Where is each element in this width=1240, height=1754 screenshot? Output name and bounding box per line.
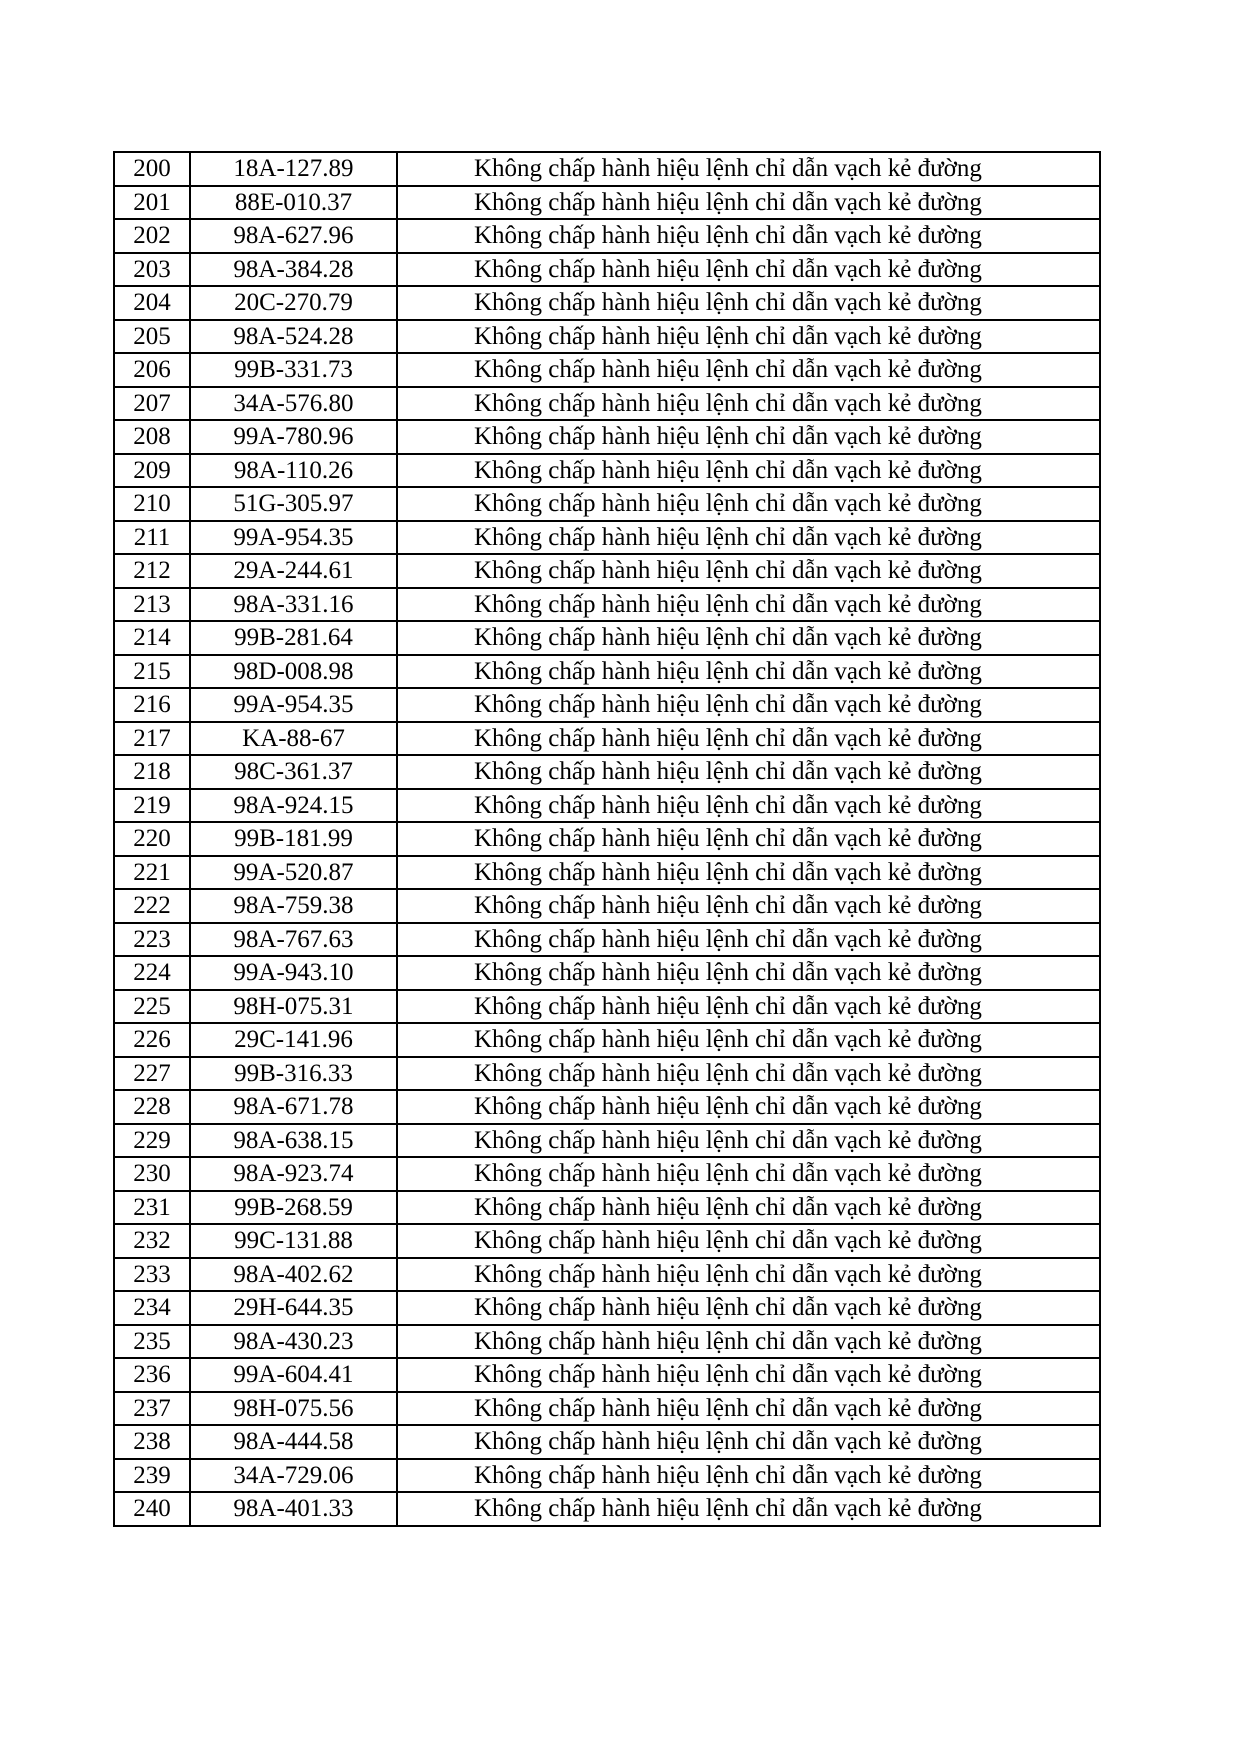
row-number-cell: 220 [114,822,190,856]
row-number-cell: 221 [114,856,190,890]
license-plate-cell: 51G-305.97 [190,487,397,521]
violation-cell: Không chấp hành hiệu lệnh chỉ dẫn vạch kẻ đường [397,655,1100,689]
row-number-cell: 208 [114,420,190,454]
row-number-cell: 200 [114,152,190,186]
violations-table [113,151,1101,1527]
table-row [114,755,1100,789]
violation-cell: Không chấp hành hiệu lệnh chỉ dẫn vạch kẻ đường [397,420,1100,454]
table-row [114,420,1100,454]
table-row [114,822,1100,856]
table-row [114,454,1100,488]
license-plate-cell: 98A-767.63 [190,923,397,957]
row-number-cell: 211 [114,521,190,555]
license-plate-cell: 98H-075.56 [190,1392,397,1426]
table-row [114,286,1100,320]
table-row [114,554,1100,588]
violation-cell: Không chấp hành hiệu lệnh chỉ dẫn vạch kẻ đường [397,956,1100,990]
table-row [114,1224,1100,1258]
violation-cell: Không chấp hành hiệu lệnh chỉ dẫn vạch kẻ đường [397,923,1100,957]
violation-cell: Không chấp hành hiệu lệnh chỉ dẫn vạch kẻ đường [397,1392,1100,1426]
license-plate-cell: 99B-316.33 [190,1057,397,1091]
violation-cell: Không chấp hành hiệu lệnh chỉ dẫn vạch kẻ đường [397,219,1100,253]
table-row [114,487,1100,521]
table-row [114,387,1100,421]
row-number-cell: 207 [114,387,190,421]
table-row [114,1157,1100,1191]
row-number-cell: 239 [114,1459,190,1493]
license-plate-cell: 98D-008.98 [190,655,397,689]
row-number-cell: 238 [114,1425,190,1459]
license-plate-cell: 98A-638.15 [190,1124,397,1158]
table-row [114,588,1100,622]
table-row [114,219,1100,253]
license-plate-cell: 98A-627.96 [190,219,397,253]
table-row [114,1459,1100,1493]
row-number-cell: 219 [114,789,190,823]
violation-cell: Không chấp hành hiệu lệnh chỉ dẫn vạch kẻ đường [397,1492,1100,1526]
license-plate-cell: 98A-759.38 [190,889,397,923]
row-number-cell: 237 [114,1392,190,1426]
row-number-cell: 240 [114,1492,190,1526]
row-number-cell: 232 [114,1224,190,1258]
violation-cell: Không chấp hành hiệu lệnh chỉ dẫn vạch kẻ đường [397,889,1100,923]
violation-cell: Không chấp hành hiệu lệnh chỉ dẫn vạch kẻ đường [397,1291,1100,1325]
table-body [114,152,1100,1526]
violation-cell: Không chấp hành hiệu lệnh chỉ dẫn vạch kẻ đường [397,1090,1100,1124]
row-number-cell: 215 [114,655,190,689]
table-row [114,789,1100,823]
violation-cell: Không chấp hành hiệu lệnh chỉ dẫn vạch kẻ đường [397,1358,1100,1392]
table-row [114,889,1100,923]
table-row [114,956,1100,990]
violation-cell: Không chấp hành hiệu lệnh chỉ dẫn vạch kẻ đường [397,353,1100,387]
table-row [114,1258,1100,1292]
row-number-cell: 228 [114,1090,190,1124]
license-plate-cell: 99A-520.87 [190,856,397,890]
row-number-cell: 214 [114,621,190,655]
violation-cell: Không chấp hành hiệu lệnh chỉ dẫn vạch kẻ đường [397,1157,1100,1191]
license-plate-cell: 98C-361.37 [190,755,397,789]
row-number-cell: 216 [114,688,190,722]
row-number-cell: 210 [114,487,190,521]
row-number-cell: 204 [114,286,190,320]
table-row [114,722,1100,756]
violation-cell: Không chấp hành hiệu lệnh chỉ dẫn vạch kẻ đường [397,487,1100,521]
table-row [114,1057,1100,1091]
license-plate-cell: 99C-131.88 [190,1224,397,1258]
violation-cell: Không chấp hành hiệu lệnh chỉ dẫn vạch kẻ đường [397,1224,1100,1258]
violation-cell: Không chấp hành hiệu lệnh chỉ dẫn vạch kẻ đường [397,1191,1100,1225]
table-row [114,1358,1100,1392]
license-plate-cell: 20C-270.79 [190,286,397,320]
row-number-cell: 233 [114,1258,190,1292]
violation-cell: Không chấp hành hiệu lệnh chỉ dẫn vạch kẻ đường [397,454,1100,488]
table-row [114,990,1100,1024]
violation-cell: Không chấp hành hiệu lệnh chỉ dẫn vạch kẻ đường [397,320,1100,354]
license-plate-cell: 98A-671.78 [190,1090,397,1124]
row-number-cell: 205 [114,320,190,354]
row-number-cell: 224 [114,956,190,990]
table-row [114,253,1100,287]
table-row [114,621,1100,655]
violation-cell: Không chấp hành hiệu lệnh chỉ dẫn vạch kẻ đường [397,1325,1100,1359]
license-plate-cell: 98A-430.23 [190,1325,397,1359]
row-number-cell: 227 [114,1057,190,1091]
row-number-cell: 225 [114,990,190,1024]
table-row [114,320,1100,354]
violation-cell: Không chấp hành hiệu lệnh chỉ dẫn vạch kẻ đường [397,1057,1100,1091]
violation-cell: Không chấp hành hiệu lệnh chỉ dẫn vạch kẻ đường [397,822,1100,856]
license-plate-cell: KA-88-67 [190,722,397,756]
license-plate-cell: 18A-127.89 [190,152,397,186]
license-plate-cell: 29C-141.96 [190,1023,397,1057]
violation-cell: Không chấp hành hiệu lệnh chỉ dẫn vạch kẻ đường [397,521,1100,555]
license-plate-cell: 88E-010.37 [190,186,397,220]
license-plate-cell: 98A-110.26 [190,454,397,488]
license-plate-cell: 34A-576.80 [190,387,397,421]
row-number-cell: 213 [114,588,190,622]
violation-cell: Không chấp hành hiệu lệnh chỉ dẫn vạch kẻ đường [397,152,1100,186]
row-number-cell: 202 [114,219,190,253]
row-number-cell: 223 [114,923,190,957]
license-plate-cell: 98A-923.74 [190,1157,397,1191]
table-row [114,1392,1100,1426]
row-number-cell: 229 [114,1124,190,1158]
row-number-cell: 234 [114,1291,190,1325]
license-plate-cell: 29A-244.61 [190,554,397,588]
table-row [114,923,1100,957]
license-plate-cell: 99B-281.64 [190,621,397,655]
violation-cell: Không chấp hành hiệu lệnh chỉ dẫn vạch kẻ đường [397,554,1100,588]
table-row [114,152,1100,186]
license-plate-cell: 99A-604.41 [190,1358,397,1392]
violation-cell: Không chấp hành hiệu lệnh chỉ dẫn vạch kẻ đường [397,1124,1100,1158]
row-number-cell: 203 [114,253,190,287]
license-plate-cell: 98A-924.15 [190,789,397,823]
table-row [114,1191,1100,1225]
license-plate-cell: 29H-644.35 [190,1291,397,1325]
row-number-cell: 236 [114,1358,190,1392]
license-plate-cell: 34A-729.06 [190,1459,397,1493]
license-plate-cell: 98H-075.31 [190,990,397,1024]
row-number-cell: 206 [114,353,190,387]
row-number-cell: 222 [114,889,190,923]
row-number-cell: 217 [114,722,190,756]
row-number-cell: 230 [114,1157,190,1191]
license-plate-cell: 98A-331.16 [190,588,397,622]
table-row [114,688,1100,722]
table-row [114,1023,1100,1057]
row-number-cell: 212 [114,554,190,588]
violation-cell: Không chấp hành hiệu lệnh chỉ dẫn vạch kẻ đường [397,1023,1100,1057]
violation-cell: Không chấp hành hiệu lệnh chỉ dẫn vạch kẻ đường [397,186,1100,220]
violation-cell: Không chấp hành hiệu lệnh chỉ dẫn vạch kẻ đường [397,1459,1100,1493]
row-number-cell: 235 [114,1325,190,1359]
row-number-cell: 209 [114,454,190,488]
license-plate-cell: 99A-780.96 [190,420,397,454]
violation-cell: Không chấp hành hiệu lệnh chỉ dẫn vạch kẻ đường [397,755,1100,789]
violation-cell: Không chấp hành hiệu lệnh chỉ dẫn vạch kẻ đường [397,621,1100,655]
violation-cell: Không chấp hành hiệu lệnh chỉ dẫn vạch kẻ đường [397,1425,1100,1459]
license-plate-cell: 98A-384.28 [190,253,397,287]
table-row [114,521,1100,555]
row-number-cell: 201 [114,186,190,220]
license-plate-cell: 98A-444.58 [190,1425,397,1459]
license-plate-cell: 99A-943.10 [190,956,397,990]
row-number-cell: 218 [114,755,190,789]
license-plate-cell: 98A-524.28 [190,320,397,354]
table-row [114,1425,1100,1459]
table-row [114,1492,1100,1526]
license-plate-cell: 99B-181.99 [190,822,397,856]
violation-cell: Không chấp hành hiệu lệnh chỉ dẫn vạch kẻ đường [397,387,1100,421]
table-row [114,1291,1100,1325]
violation-cell: Không chấp hành hiệu lệnh chỉ dẫn vạch kẻ đường [397,789,1100,823]
table-row [114,1090,1100,1124]
table-row [114,1325,1100,1359]
license-plate-cell: 99B-331.73 [190,353,397,387]
row-number-cell: 226 [114,1023,190,1057]
violation-cell: Không chấp hành hiệu lệnh chỉ dẫn vạch kẻ đường [397,722,1100,756]
table-row [114,1124,1100,1158]
violation-cell: Không chấp hành hiệu lệnh chỉ dẫn vạch kẻ đường [397,286,1100,320]
table-row [114,655,1100,689]
table-row [114,856,1100,890]
license-plate-cell: 99B-268.59 [190,1191,397,1225]
violation-cell: Không chấp hành hiệu lệnh chỉ dẫn vạch kẻ đường [397,856,1100,890]
license-plate-cell: 99A-954.35 [190,521,397,555]
license-plate-cell: 98A-401.33 [190,1492,397,1526]
violation-cell: Không chấp hành hiệu lệnh chỉ dẫn vạch kẻ đường [397,1258,1100,1292]
table-row [114,186,1100,220]
license-plate-cell: 98A-402.62 [190,1258,397,1292]
violation-cell: Không chấp hành hiệu lệnh chỉ dẫn vạch kẻ đường [397,688,1100,722]
license-plate-cell: 99A-954.35 [190,688,397,722]
violation-cell: Không chấp hành hiệu lệnh chỉ dẫn vạch kẻ đường [397,588,1100,622]
table-row [114,353,1100,387]
violation-cell: Không chấp hành hiệu lệnh chỉ dẫn vạch kẻ đường [397,253,1100,287]
violation-cell: Không chấp hành hiệu lệnh chỉ dẫn vạch kẻ đường [397,990,1100,1024]
row-number-cell: 231 [114,1191,190,1225]
